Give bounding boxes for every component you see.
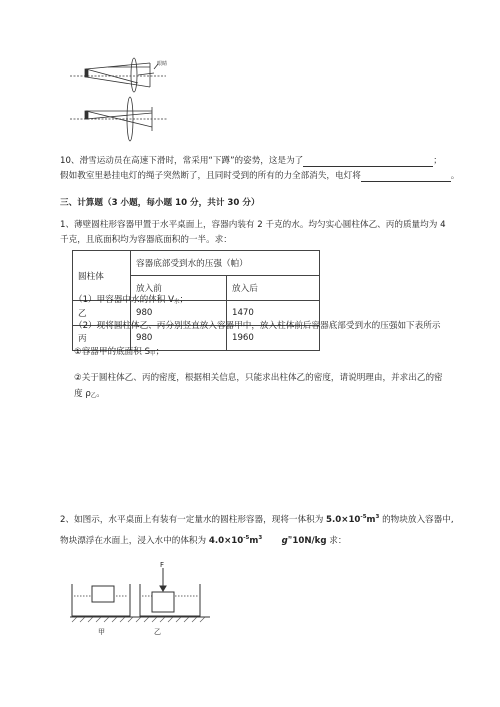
q10-text-1: 10、滑雪运动员在高速下滑时，常采用“下蹲”的姿势，这是为了 — [60, 156, 304, 166]
p1-q1-end: ； — [179, 295, 189, 305]
q10-line2 — [60, 170, 459, 182]
p2-line1-b: 的物块放入容器中, — [382, 515, 454, 525]
p1-line2: 千克，且底面积均为容器底面积的一半。求： — [60, 235, 232, 245]
container-yi — [140, 568, 200, 616]
section-title: 三、计算题（3 小题，每小题 10 分，共计 30 分） — [60, 198, 260, 208]
container-jia — [72, 584, 130, 616]
p1-q2a-end: ； — [155, 347, 165, 357]
force-label: F — [160, 562, 165, 569]
p2-line2-end: 求： — [329, 536, 347, 546]
p2-volume-1: $5.0\times 10^{-5}m^3$ — [326, 514, 380, 525]
table-header-pressure: 容器底部受到水的压强（帕） — [131, 251, 320, 276]
eye-label: 眼睛 — [157, 61, 168, 67]
p1-q2b-line2 — [74, 388, 105, 402]
p1-q2: （2）现将圆柱体乙、丙分别竖直放入容器甲中，放入柱体前后容器底部受到水的压强如下表所示 — [74, 321, 441, 331]
p1-q1 — [74, 294, 188, 308]
p2-line2 — [60, 532, 347, 547]
p2-volume-2: $4.0\times 10^{-5}m^3$ — [208, 535, 263, 546]
p1-line1: 1、薄壁圆柱形容器甲置于水平桌面上，容器内装有 2 千克的水。均匀实心圆柱体乙、丙的质量均为 4 — [60, 220, 446, 230]
q10-line2-end: 。 — [450, 171, 460, 181]
p1-q1-sub: 水 — [174, 299, 180, 305]
q10-line1-end: ； — [433, 156, 442, 166]
container-label-jia: 甲 — [98, 628, 105, 636]
table-cell-before: 980 — [131, 326, 227, 351]
container-figure — [68, 562, 218, 642]
p2-gravity: g≈10N/kg — [281, 535, 327, 546]
table-header-before: 放入前 — [131, 276, 227, 301]
table-cell-after: 1960 — [227, 326, 320, 351]
table-cell-name: 丙 — [73, 326, 131, 351]
table-header-after: 放入后 — [227, 276, 320, 301]
ground-hatching — [72, 617, 205, 622]
p2-line1-a: 2、如图示，水平桌面上有装有一定量水的圆柱形容器，现将一体积为 — [60, 515, 324, 525]
p1-q2a-sub: 甲 — [150, 351, 156, 357]
container-label-yi: 乙 — [154, 628, 161, 636]
q10-text-2: 假如教室里悬挂电灯的绳子突然断了，且同时受到的所有的力全部消失，电灯将 — [60, 171, 361, 181]
lens-diagram-figure — [68, 55, 188, 150]
p1-q2b-text: 度 ρ — [74, 389, 91, 399]
p1-q2a-text: ①容器甲的底面积 S — [74, 347, 151, 357]
q10-line1 — [60, 155, 442, 167]
p1-q2a — [74, 346, 164, 360]
q10-answer-blank-2[interactable] — [361, 171, 451, 182]
q10-answer-blank-1[interactable] — [303, 156, 433, 167]
table-cell-after: 1470 — [227, 301, 320, 326]
p1-q2b-end: 。 — [96, 389, 105, 399]
p1-q2b-line1: ②关于圆柱体乙、丙的密度，根据相关信息，只能求出柱体乙的密度，请说明理由，并求出乙的密 — [74, 373, 443, 383]
table-cell-before: 980 — [131, 301, 227, 326]
table-cell-name: 乙 — [73, 301, 131, 326]
lens-diagram-lower — [70, 97, 168, 141]
table-header-cylinder: 圆柱体 — [73, 251, 131, 301]
p2-line2-a: 物块漂浮在水面上，浸入水中的体积为 — [60, 536, 207, 546]
p1-q1-text: （1）甲容器中水的体积 V — [74, 295, 175, 305]
lens-diagram-upper — [70, 58, 166, 92]
p1-q2b-sub: 乙 — [90, 393, 97, 399]
p2-line1 — [60, 511, 454, 526]
